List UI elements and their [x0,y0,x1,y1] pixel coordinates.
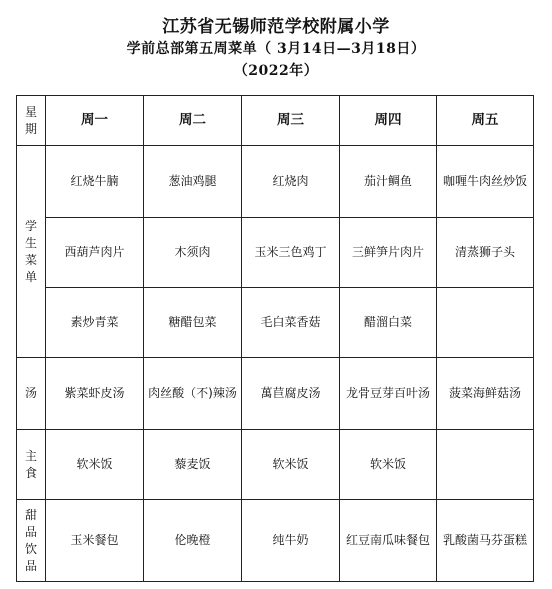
menu-subtitle: 学前总部第五周菜单（ 3月14日—3月18日） [126,41,426,57]
dessert-cell: 纯牛奶 [242,500,340,582]
dish-cell: 素炒青菜 [46,288,144,358]
day-header-mon: 周一 [46,96,144,146]
dish-cell: 咖喱牛肉丝炒饭 [437,146,534,218]
student-menu-row-1 [17,146,534,218]
soup-cell: 菠菜海鲜菇汤 [437,358,534,430]
dish-cell: 糖醋包菜 [144,288,242,358]
staple-cell: 软米饭 [340,430,437,500]
day-header-tue: 周二 [144,96,242,146]
weekly-menu-table [16,95,534,582]
staple-label: 主 食 [17,430,46,500]
soup-cell: 萬苣腐皮汤 [242,358,340,430]
day-header-wed: 周三 [242,96,340,146]
dish-cell: 红烧肉 [242,146,340,218]
dessert-cell: 伦晚橙 [144,500,242,582]
soup-cell: 龙骨豆芽百叶汤 [340,358,437,430]
dish-cell: 红烧牛腩 [46,146,144,218]
dessert-label: 甜 品 饮 品 [17,500,46,582]
staple-cell [437,430,534,500]
dessert-cell: 玉米餐包 [46,500,144,582]
student-menu-row-3 [17,288,534,358]
staple-cell: 藜麦饭 [144,430,242,500]
day-header-thu: 周四 [340,96,437,146]
dish-cell: 木须肉 [144,218,242,288]
dish-cell: 三鲜笋片肉片 [340,218,437,288]
soup-label: 汤 [17,358,46,430]
dessert-cell: 红豆南瓜味餐包 [340,500,437,582]
school-title: 江苏省无锡师范学校附属小学 [162,17,390,37]
dish-cell: 葱油鸡腿 [144,146,242,218]
dish-cell [437,288,534,358]
staple-cell: 软米饭 [242,430,340,500]
dish-cell: 清蒸狮子头 [437,218,534,288]
dish-cell: 西葫芦肉片 [46,218,144,288]
soup-row [17,358,534,430]
dish-cell: 玉米三色鸡丁 [242,218,340,288]
dessert-row [17,500,534,582]
student-menu-row-2 [17,218,534,288]
menu-year: （2022年） [233,63,319,79]
staple-cell: 软米饭 [46,430,144,500]
day-header-fri: 周五 [437,96,534,146]
dessert-cell: 乳酸菌马芬蛋糕 [437,500,534,582]
staple-row [17,430,534,500]
soup-cell: 紫菜虾皮汤 [46,358,144,430]
student-menu-label: 学 生 菜 单 [17,146,46,358]
dish-cell: 茄汁鲷鱼 [340,146,437,218]
header-row [17,96,534,146]
dish-cell: 醋溜白菜 [340,288,437,358]
soup-cell: 肉丝酸（不)辣汤 [144,358,242,430]
weekday-corner-label: 星 期 [17,96,46,146]
dish-cell: 毛白菜香菇 [242,288,340,358]
